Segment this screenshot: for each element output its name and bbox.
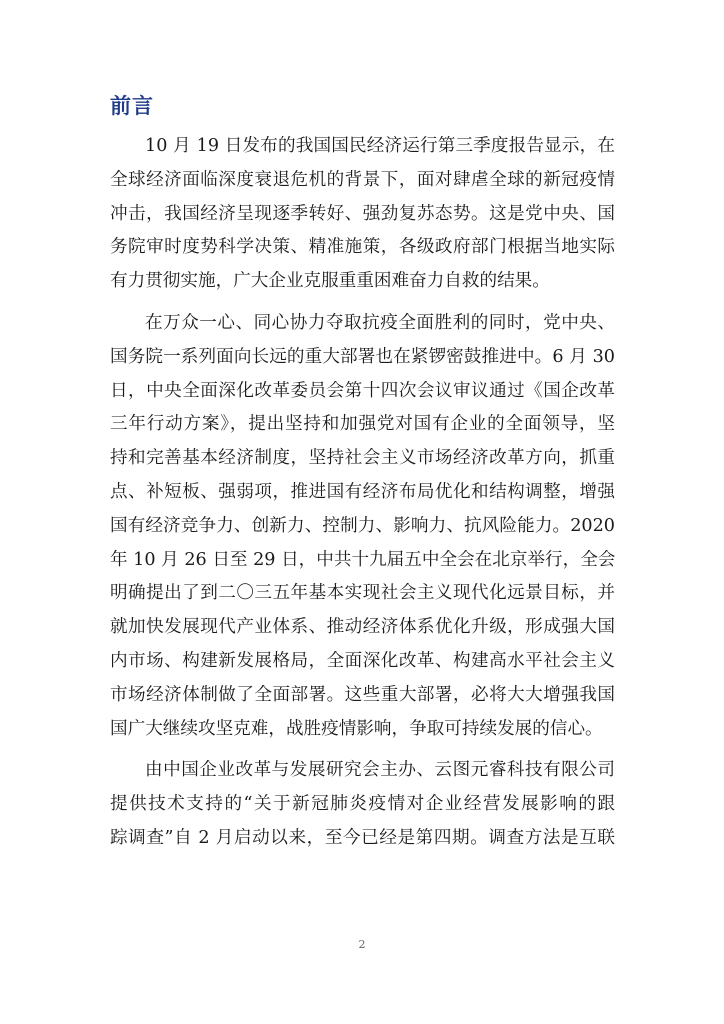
paragraph-line: 国务院一系列面向长远的重大部署也在紧锣密鼓推进中。6 月 30 (110, 346, 615, 367)
paragraph-3 (110, 754, 615, 855)
paragraph-line: 冲击，我国经济呈现逐季转好、强劲复苏态势。这是党中央、国 (110, 203, 615, 224)
paragraph-line: 三年行动方案》，提出坚持和加强党对国有企业的全面领导，坚 (110, 414, 615, 435)
paragraph-line: 务院审时度势科学决策、精准施策，各级政府部门根据当地实际 (110, 237, 615, 258)
paragraph-line: 持和完善基本经济制度，坚持社会主义市场经济改革方向，抓重 (110, 448, 615, 469)
paragraph-line: 10 月 19 日发布的我国国民经济运行第三季度报告显示，在 (145, 136, 615, 156)
paragraph-line: 有力贯彻实施，广大企业克服重重困难奋力自救的结果。 (110, 271, 550, 292)
paragraph-2 (110, 307, 615, 746)
paragraph-line: 点、补短板、强弱项，推进国有经济布局优化和结构调整，增强 (110, 481, 615, 502)
paragraph-line: 踪调查”自 2 月启动以来，至今已经是第四期。调查方法是互联 (110, 827, 615, 848)
paragraph-line: 全球经济面临深度衰退危机的背景下，面对肆虐全球的新冠疫情 (110, 169, 615, 190)
page-number: 2 (358, 938, 366, 951)
paragraph-line: 国广大继续攻坚克难，战胜疫情影响，争取可持续发展的信心。 (110, 718, 603, 739)
paragraph-line: 市场经济体制做了全面部署。这些重大部署，必将大大增强我国 (110, 684, 615, 705)
paragraph-line: 就加快发展现代产业体系、推动经济体系优化升级，形成强大国 (110, 617, 615, 638)
paragraph-line: 提供技术支持的“关于新冠肺炎疫情对企业经营发展影响的跟 (110, 794, 615, 815)
paragraph-line: 年 10 月 26 日至 29 日，中共十九届五中全会在北京举行，全会 (110, 549, 616, 570)
paragraph-line: 国有经济竞争力、创新力、控制力、影响力、抗风险能力。2020 (110, 515, 615, 536)
paragraph-line: 在万众一心、同心协力夺取抗疫全面胜利的同时，党中央、 (145, 312, 615, 333)
body-text (110, 130, 615, 864)
section-heading: 前言 (110, 94, 154, 118)
paragraph-line: 日，中央全面深化改革委员会第十四次会议审议通过《国企改革 (110, 380, 615, 401)
paragraph-line: 由中国企业改革与发展研究会主办、云图元睿科技有限公司 (145, 760, 615, 781)
paragraph-line: 内市场、构建新发展格局，全面深化改革、构建高水平社会主义 (110, 650, 615, 671)
paragraph-1 (110, 130, 615, 299)
paragraph-line: 明确提出了到二〇三五年基本实现社会主义现代化远景目标，并 (110, 583, 615, 604)
